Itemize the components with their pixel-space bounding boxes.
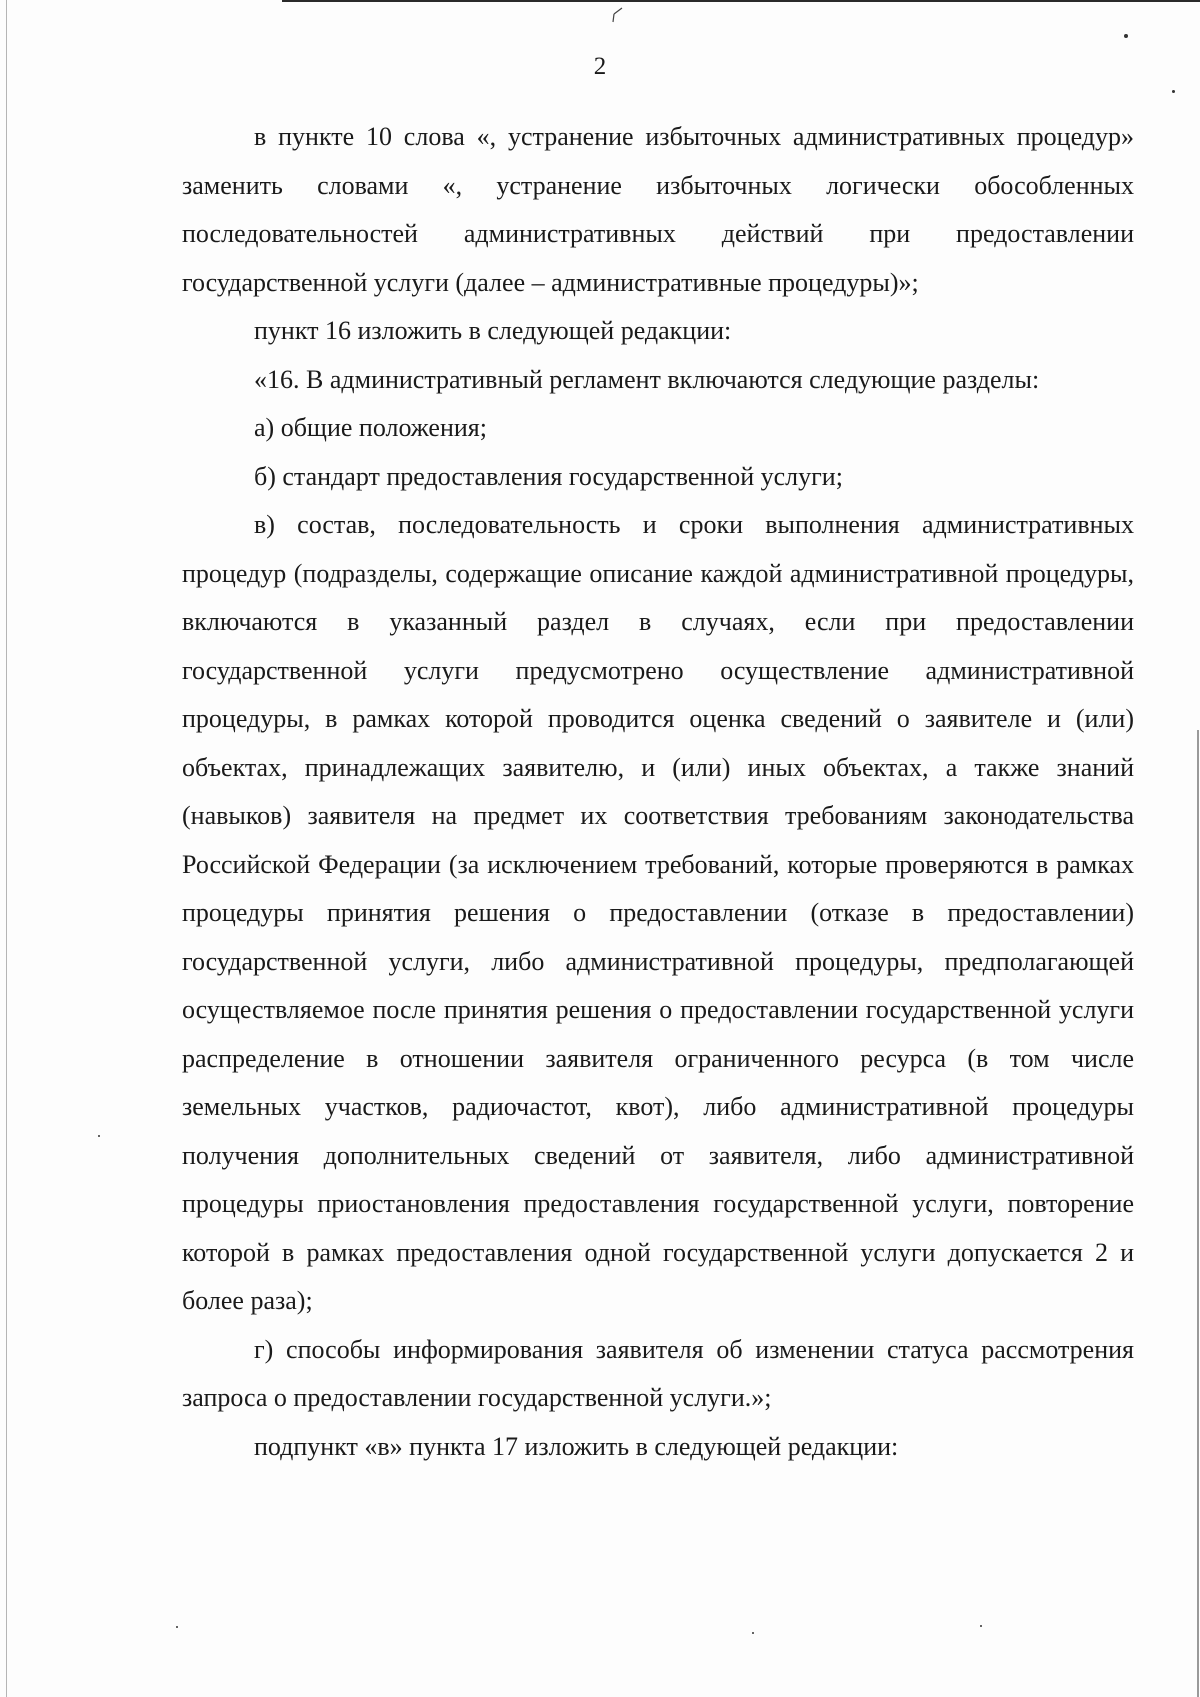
- scan-tick-mark: [610, 6, 624, 24]
- scan-speck: [1172, 90, 1175, 93]
- paragraph-item-g: г) способы информирования заявителя об изменении статуса рассмотрения запроса о предоставлении государственной услуги.»;: [182, 1334, 1134, 1412]
- paragraph-item-v: в) состав, последовательность и сроки выполнения административных процедур (подразделы, содержащие описание каждой административной процедуры, включаются в указанный раздел в случаях, если при предоставлении государственной услуги предусмотрено осуществление административной процедуры, в рамках которой проводится оценка сведений о заявителе и (или) объектах, принадлежащих заявителю, и (или) иных объектах, а также знаний (навыков) заявителя на предмет их соответствия требованиям законодательства Российской Федерации (за исключением требований, которые проверяются в рамках процедуры принятия решения о предоставлении (отказе в предоставлении) государственной услуги, либо административной процедуры, предполагающей осуществляемое после принятия решения о предоставлении государственной услуги распределение в отношении заявителя ограниченного ресурса (в том числе земельных участков, радиочастот, квот), либо административной процедуры получения дополнительных сведений от заявителя, либо административной процедуры приостановления предоставления государственной услуги, повторение которой в рамках предоставления одной государственной услуги допускается 2 и более раза);: [182, 510, 1134, 1315]
- scan-speck: [980, 1625, 982, 1627]
- scan-speck: [1124, 34, 1128, 38]
- scan-speck: [176, 1626, 178, 1628]
- paragraph-item-b: б) стандарт предоставления государственной услуги;: [254, 461, 843, 491]
- paragraph-item-a: а) общие положения;: [254, 413, 487, 442]
- page-number: 2: [593, 53, 607, 80]
- paragraph-regulation-sections: «16. В административный регламент включаются следующие разделы:: [254, 364, 1040, 394]
- left-scan-edge: [6, 0, 7, 1697]
- paragraph-point-17-intro: подпункт «в» пункта 17 изложить в следующей редакции:: [254, 1431, 899, 1461]
- right-scan-edge: [1197, 730, 1199, 1697]
- scan-speck: [98, 1135, 100, 1137]
- paragraph-point-10: в пункте 10 слова «, устранение избыточных административных процедур» заменить словами «, устранение избыточных логически обособленных последовательностей административных действий при предоставлении государственной услуги (далее – административные процедуры)»;: [182, 122, 1134, 297]
- scan-speck: [752, 1632, 754, 1634]
- document-body: [182, 113, 1134, 1471]
- paragraph-point-16-intro: пункт 16 изложить в следующей редакции:: [254, 316, 732, 345]
- top-border-line: [282, 0, 1200, 2]
